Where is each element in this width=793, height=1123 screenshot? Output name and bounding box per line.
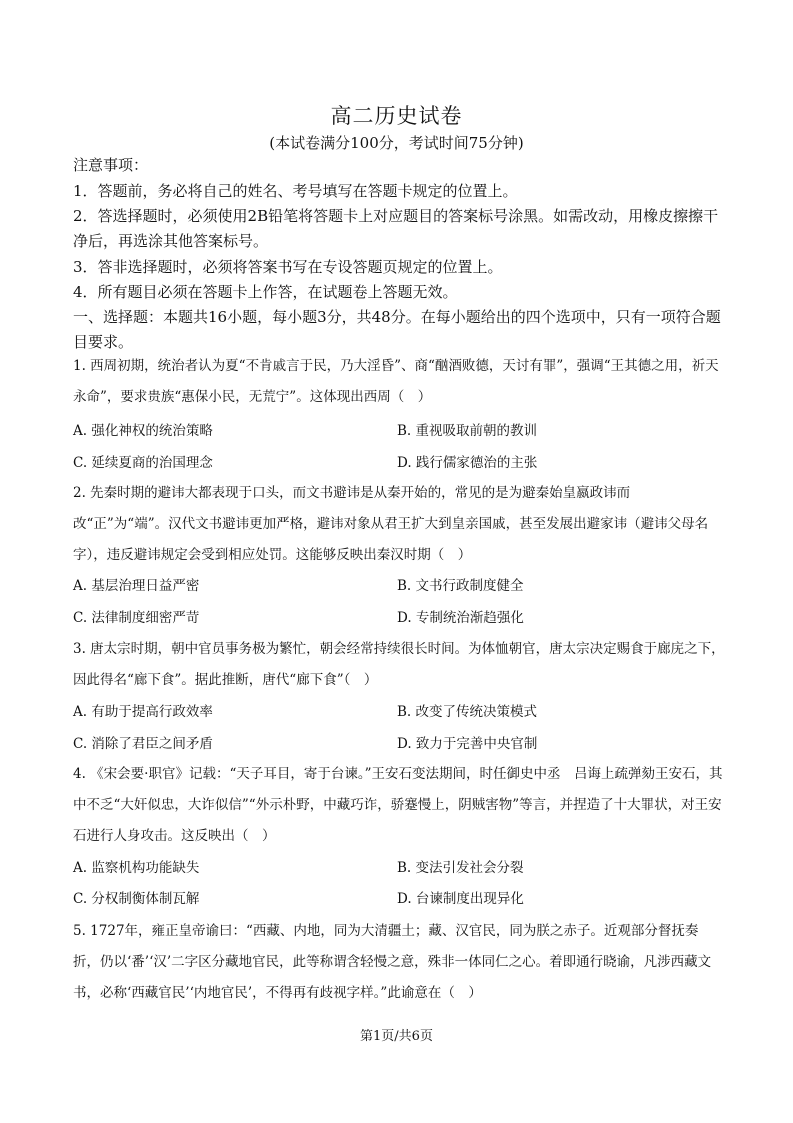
section-heading: 一、选择题：本题共16小题，每小题3分，共48分。在每小题给出的四个选项中，只有一项符合题目要求。 xyxy=(73,308,721,351)
note-item: 1．答题前，务必将自己的姓名、考号填写在答题卡规定的位置上。 xyxy=(73,182,518,200)
question-stem: 1. 西周初期，统治者认为夏“不肯戚言于民，乃大淫昏”、商“酗酒败德，天讨有罪”，强调“王其德之用，祈天永命”，要求贵族“惠保小民，无荒宁”。这体现出西周（ ） xyxy=(73,358,719,405)
option-d: D. 致力于完善中央官制 xyxy=(397,736,538,752)
note-item: 3．答非选择题时，必须将答案书写在专设答题页规定的位置上。 xyxy=(73,258,503,276)
option-c: C. 消除了君臣之间矛盾 xyxy=(73,736,213,752)
option-a: A. 有助于提高行政效率 xyxy=(73,704,213,720)
option-b: B. 改变了传统决策模式 xyxy=(397,704,538,720)
option-a: A. 基层治理日益严密 xyxy=(73,578,200,594)
option-b: B. 文书行政制度健全 xyxy=(397,578,524,594)
question-stem: 5. 1727年，雍正皇帝谕曰：“西藏、内地，同为大清疆土；藏、汉官民，同为朕之赤子。近观部分督抚奏折，仍以‘番’‘汉’二字区分藏地官民，此等称谓含轻慢之意，殊非一体同仁之心。着即通行晓谕，凡涉西藏文书，必称‘西藏官民’‘内地官民’，不得再有歧视字样。”此谕意在（ ） xyxy=(73,923,712,1001)
notes-heading: 注意事项： xyxy=(73,156,149,174)
option-d: D. 专制统治渐趋强化 xyxy=(397,610,524,626)
option-b: B. 重视吸取前朝的教训 xyxy=(397,423,538,439)
option-c: C. 分权制衡体制瓦解 xyxy=(73,891,200,907)
note-item: 4．所有题目必须在答题卡上作答，在试题卷上答题无效。 xyxy=(73,283,458,301)
option-c: C. 延续夏商的治国理念 xyxy=(73,455,213,471)
exam-info: (本试卷满分100分，考试时间75分钟) xyxy=(269,134,524,152)
page-number: 第1页/共6页 xyxy=(360,1029,433,1044)
option-c: C. 法律制度细密严苛 xyxy=(73,610,200,626)
option-a: A. 监察机构功能缺失 xyxy=(73,860,200,876)
question-stem: 3. 唐太宗时期，朝中官员事务极为繁忙，朝会经常持续很长时间。为体恤朝官，唐太宗决定赐食于廊庑之下，因此得名“廊下食”。据此推断，唐代“廊下食”（ ） xyxy=(73,641,725,688)
option-b: B. 变法引发社会分裂 xyxy=(397,860,524,876)
page-title: 高二历史试卷 xyxy=(330,104,463,128)
question-stem: 4. 《宋会要·职官》记载：“天子耳目，寄于台谏。”王安石变法期间，时任御史中丞 吕诲上疏弹劾王安石，其中不乏“大奸似忠，大诈似信”“外示朴野，中藏巧诈，骄蹇慢上，阴贼害物”等言，并捏造了十大罪状，对王安石进行人身攻击。这反映出（ ） xyxy=(73,766,723,844)
option-a: A. 强化神权的统治策略 xyxy=(73,423,213,439)
option-d: D. 台谏制度出现异化 xyxy=(397,891,524,907)
option-d: D. 践行儒家德治的主张 xyxy=(397,455,538,471)
note-item: 2．答选择题时，必须使用2B铅笔将答题卡上对应题目的答案标号涂黑。如需改动，用橡皮擦擦干净后，再选涂其他答案标号。 xyxy=(73,207,719,250)
question-stem: 2. 先秦时期的避讳大都表现于口头，而文书避讳是从秦开始的，常见的是为避秦始皇嬴政讳而改“正”为“端”。汉代文书避讳更加严格，避讳对象从君王扩大到皇亲国戚，甚至发展出避家讳（避讳父母名字），违反避讳规定会受到相应处罚。这能够反映出秦汉时期（ ） xyxy=(73,485,709,563)
